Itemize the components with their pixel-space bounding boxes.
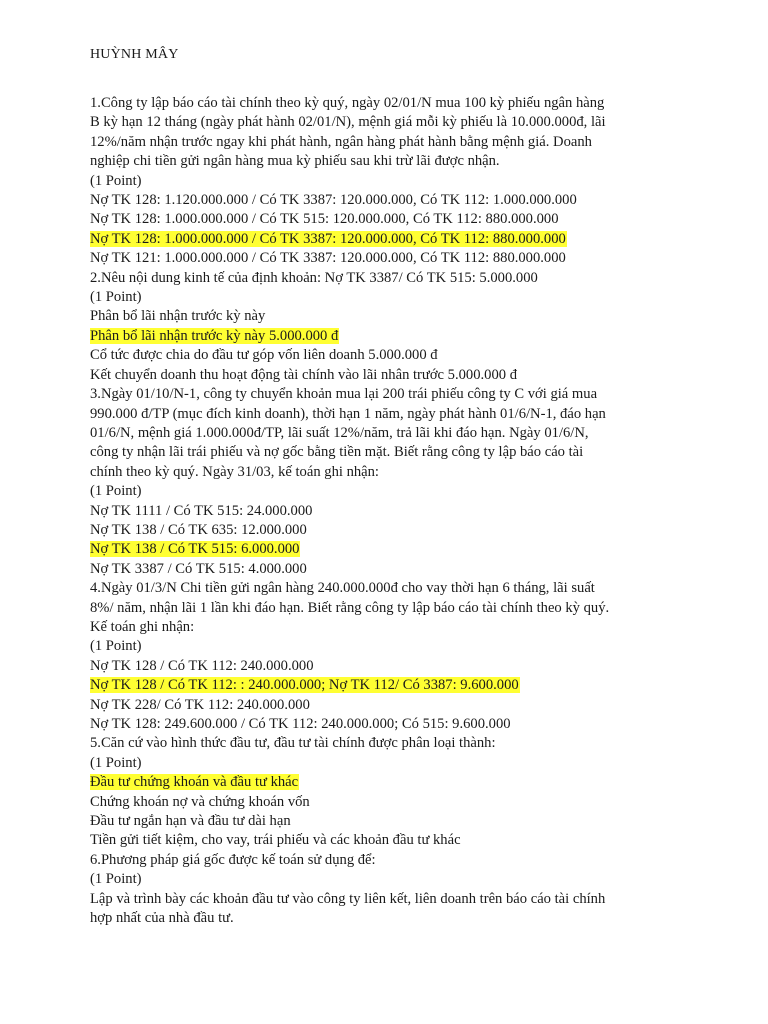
- line-text: 2.Nêu nội dung kinh tế của định khoản: Nợ TK 3387/ Có TK 515: 5.000.000: [90, 269, 538, 286]
- line-text: Kết chuyển doanh thu hoạt động tài chính vào lãi nhân trước 5.000.000 đ: [90, 366, 517, 383]
- text-line: [90, 152, 682, 171]
- line-text: 3.Ngày 01/10/N-1, công ty chuyển khoản mua lại 200 trái phiếu công ty C với giá mua: [90, 386, 598, 403]
- text-line: [90, 133, 682, 152]
- highlighted-text: Đầu tư chứng khoán và đầu tư khác: [90, 774, 299, 791]
- text-line: [90, 463, 682, 482]
- highlighted-answer-line: [90, 540, 682, 559]
- text-line: [90, 890, 682, 909]
- text-line: [90, 385, 682, 404]
- text-line: [90, 191, 682, 210]
- highlighted-text: Nợ TK 128 / Có TK 112: : 240.000.000; Nợ TK 112/ Có 3387: 9.600.000: [90, 677, 519, 694]
- text-line: [90, 618, 682, 637]
- line-text: (1 Point): [90, 289, 142, 306]
- text-line: [90, 307, 682, 326]
- line-text: (1 Point): [90, 638, 142, 655]
- line-text: 5.Căn cứ vào hình thức đầu tư, đầu tư tài chính được phân loại thành:: [90, 735, 496, 752]
- text-line: [90, 346, 682, 365]
- line-text: công ty nhận lãi trái phiếu và nợ gốc bằng tiền mặt. Biết rằng công ty lập báo cáo tài: [90, 444, 584, 461]
- text-line: [90, 870, 682, 889]
- text-line: [90, 696, 682, 715]
- text-line: [90, 637, 682, 656]
- text-line: [90, 288, 682, 307]
- document-body: [90, 94, 682, 928]
- text-line: [90, 424, 682, 443]
- line-text: 6.Phương pháp giá gốc được kế toán sử dụng để:: [90, 851, 376, 868]
- text-line: [90, 793, 682, 812]
- highlighted-answer-line: [90, 676, 682, 695]
- text-line: [90, 715, 682, 734]
- text-line: [90, 443, 682, 462]
- line-text: 990.000 đ/TP (mục đích kinh doanh), thời hạn 1 năm, ngày phát hành 01/6/N-1, đáo hạn: [90, 405, 606, 422]
- line-text: Nợ TK 128: 1.120.000.000 / Có TK 3387: 120.000.000, Có TK 112: 1.000.000.000: [90, 192, 577, 209]
- line-text: Nợ TK 121: 1.000.000.000 / Có TK 3387: 120.000.000, Có TK 112: 880.000.000: [90, 250, 566, 267]
- line-text: chính theo kỳ quý. Ngày 31/03, kế toán ghi nhận:: [90, 463, 379, 480]
- text-line: [90, 502, 682, 521]
- line-text: Cổ tức được chia do đầu tư góp vốn liên doanh 5.000.000 đ: [90, 347, 438, 364]
- text-line: [90, 405, 682, 424]
- line-text: Nợ TK 138 / Có TK 635: 12.000.000: [90, 521, 307, 538]
- text-line: [90, 269, 682, 288]
- text-line: [90, 210, 682, 229]
- text-line: [90, 734, 682, 753]
- line-text: (1 Point): [90, 754, 142, 771]
- author-name: HUỲNH MÂY: [90, 47, 179, 62]
- line-text: 01/6/N, mệnh giá 1.000.000đ/TP, lãi suất 12%/năm, trả lãi khi đáo hạn. Ngày 01/6/N,: [90, 424, 589, 441]
- text-line: [90, 909, 682, 928]
- line-text: Nợ TK 128: 249.600.000 / Có TK 112: 240.000.000; Có 515: 9.600.000: [90, 716, 511, 732]
- line-text: (1 Point): [90, 871, 142, 888]
- line-text: 4.Ngày 01/3/N Chi tiền gửi ngân hàng 240.000.000đ cho vay thời hạn 6 tháng, lãi suất: [90, 580, 595, 597]
- text-line: [90, 482, 682, 501]
- text-line: [90, 172, 682, 191]
- line-text: Nợ TK 3387 / Có TK 515: 4.000.000: [90, 560, 307, 577]
- line-text: 8%/ năm, nhận lãi 1 lần khi đáo hạn. Biết rằng công ty lập báo cáo tài chính theo kỳ quý.: [90, 599, 610, 616]
- text-line: [90, 851, 682, 870]
- line-text: 12%/năm nhận trước ngay khi phát hành, ngân hàng phát hành bằng mệnh giá. Doanh: [90, 133, 592, 150]
- line-text: nghiệp chi tiền gửi ngân hàng mua kỳ phiếu sau khi trừ lãi được nhận.: [90, 153, 500, 170]
- highlighted-answer-line: [90, 773, 682, 792]
- line-text: (1 Point): [90, 483, 142, 500]
- line-text: Đầu tư ngắn hạn và đầu tư dài hạn: [90, 813, 291, 830]
- line-text: Lập và trình bày các khoản đầu tư vào công ty liên kết, liên doanh trên báo cáo tài chính: [90, 890, 606, 907]
- line-text: (1 Point): [90, 172, 142, 189]
- line-text: 1.Công ty lập báo cáo tài chính theo kỳ quý, ngày 02/01/N mua 100 kỳ phiếu ngân hàng: [90, 95, 605, 111]
- line-text: Chứng khoán nợ và chứng khoán vốn: [90, 793, 310, 810]
- line-text: Nợ TK 228/ Có TK 112: 240.000.000: [90, 696, 310, 713]
- highlighted-answer-line: [90, 230, 682, 249]
- text-line: [90, 521, 682, 540]
- text-line: [90, 831, 682, 850]
- line-text: Phân bổ lãi nhận trước kỳ này: [90, 308, 266, 325]
- highlighted-text: Nợ TK 128: 1.000.000.000 / Có TK 3387: 120.000.000, Có TK 112: 880.000.000: [90, 230, 566, 247]
- highlighted-answer-line: [90, 327, 682, 346]
- text-line: [90, 599, 682, 618]
- text-line: [90, 560, 682, 579]
- line-text: B kỳ hạn 12 tháng (ngày phát hành 02/01/N), mệnh giá mỗi kỳ phiếu là 10.000.000đ, lãi: [90, 114, 606, 131]
- text-line: [90, 812, 682, 831]
- text-line: [90, 657, 682, 676]
- line-text: Tiền gửi tiết kiệm, cho vay, trái phiếu và các khoản đầu tư khác: [90, 832, 461, 849]
- line-text: Nợ TK 128 / Có TK 112: 240.000.000: [90, 657, 314, 674]
- highlighted-text: Nợ TK 138 / Có TK 515: 6.000.000: [90, 541, 300, 558]
- line-text: Nợ TK 1111 / Có TK 515: 24.000.000: [90, 502, 313, 519]
- text-line: [90, 249, 682, 268]
- line-text: hợp nhất của nhà đầu tư.: [90, 910, 234, 927]
- text-line: [90, 754, 682, 773]
- line-text: Kế toán ghi nhận:: [90, 618, 195, 635]
- line-text: Nợ TK 128: 1.000.000.000 / Có TK 515: 120.000.000, Có TK 112: 880.000.000: [90, 211, 559, 228]
- text-line: [90, 366, 682, 385]
- text-line: [90, 579, 682, 598]
- highlighted-text: Phân bổ lãi nhận trước kỳ này 5.000.000 đ: [90, 327, 339, 344]
- text-line: [90, 94, 682, 113]
- text-line: [90, 113, 682, 132]
